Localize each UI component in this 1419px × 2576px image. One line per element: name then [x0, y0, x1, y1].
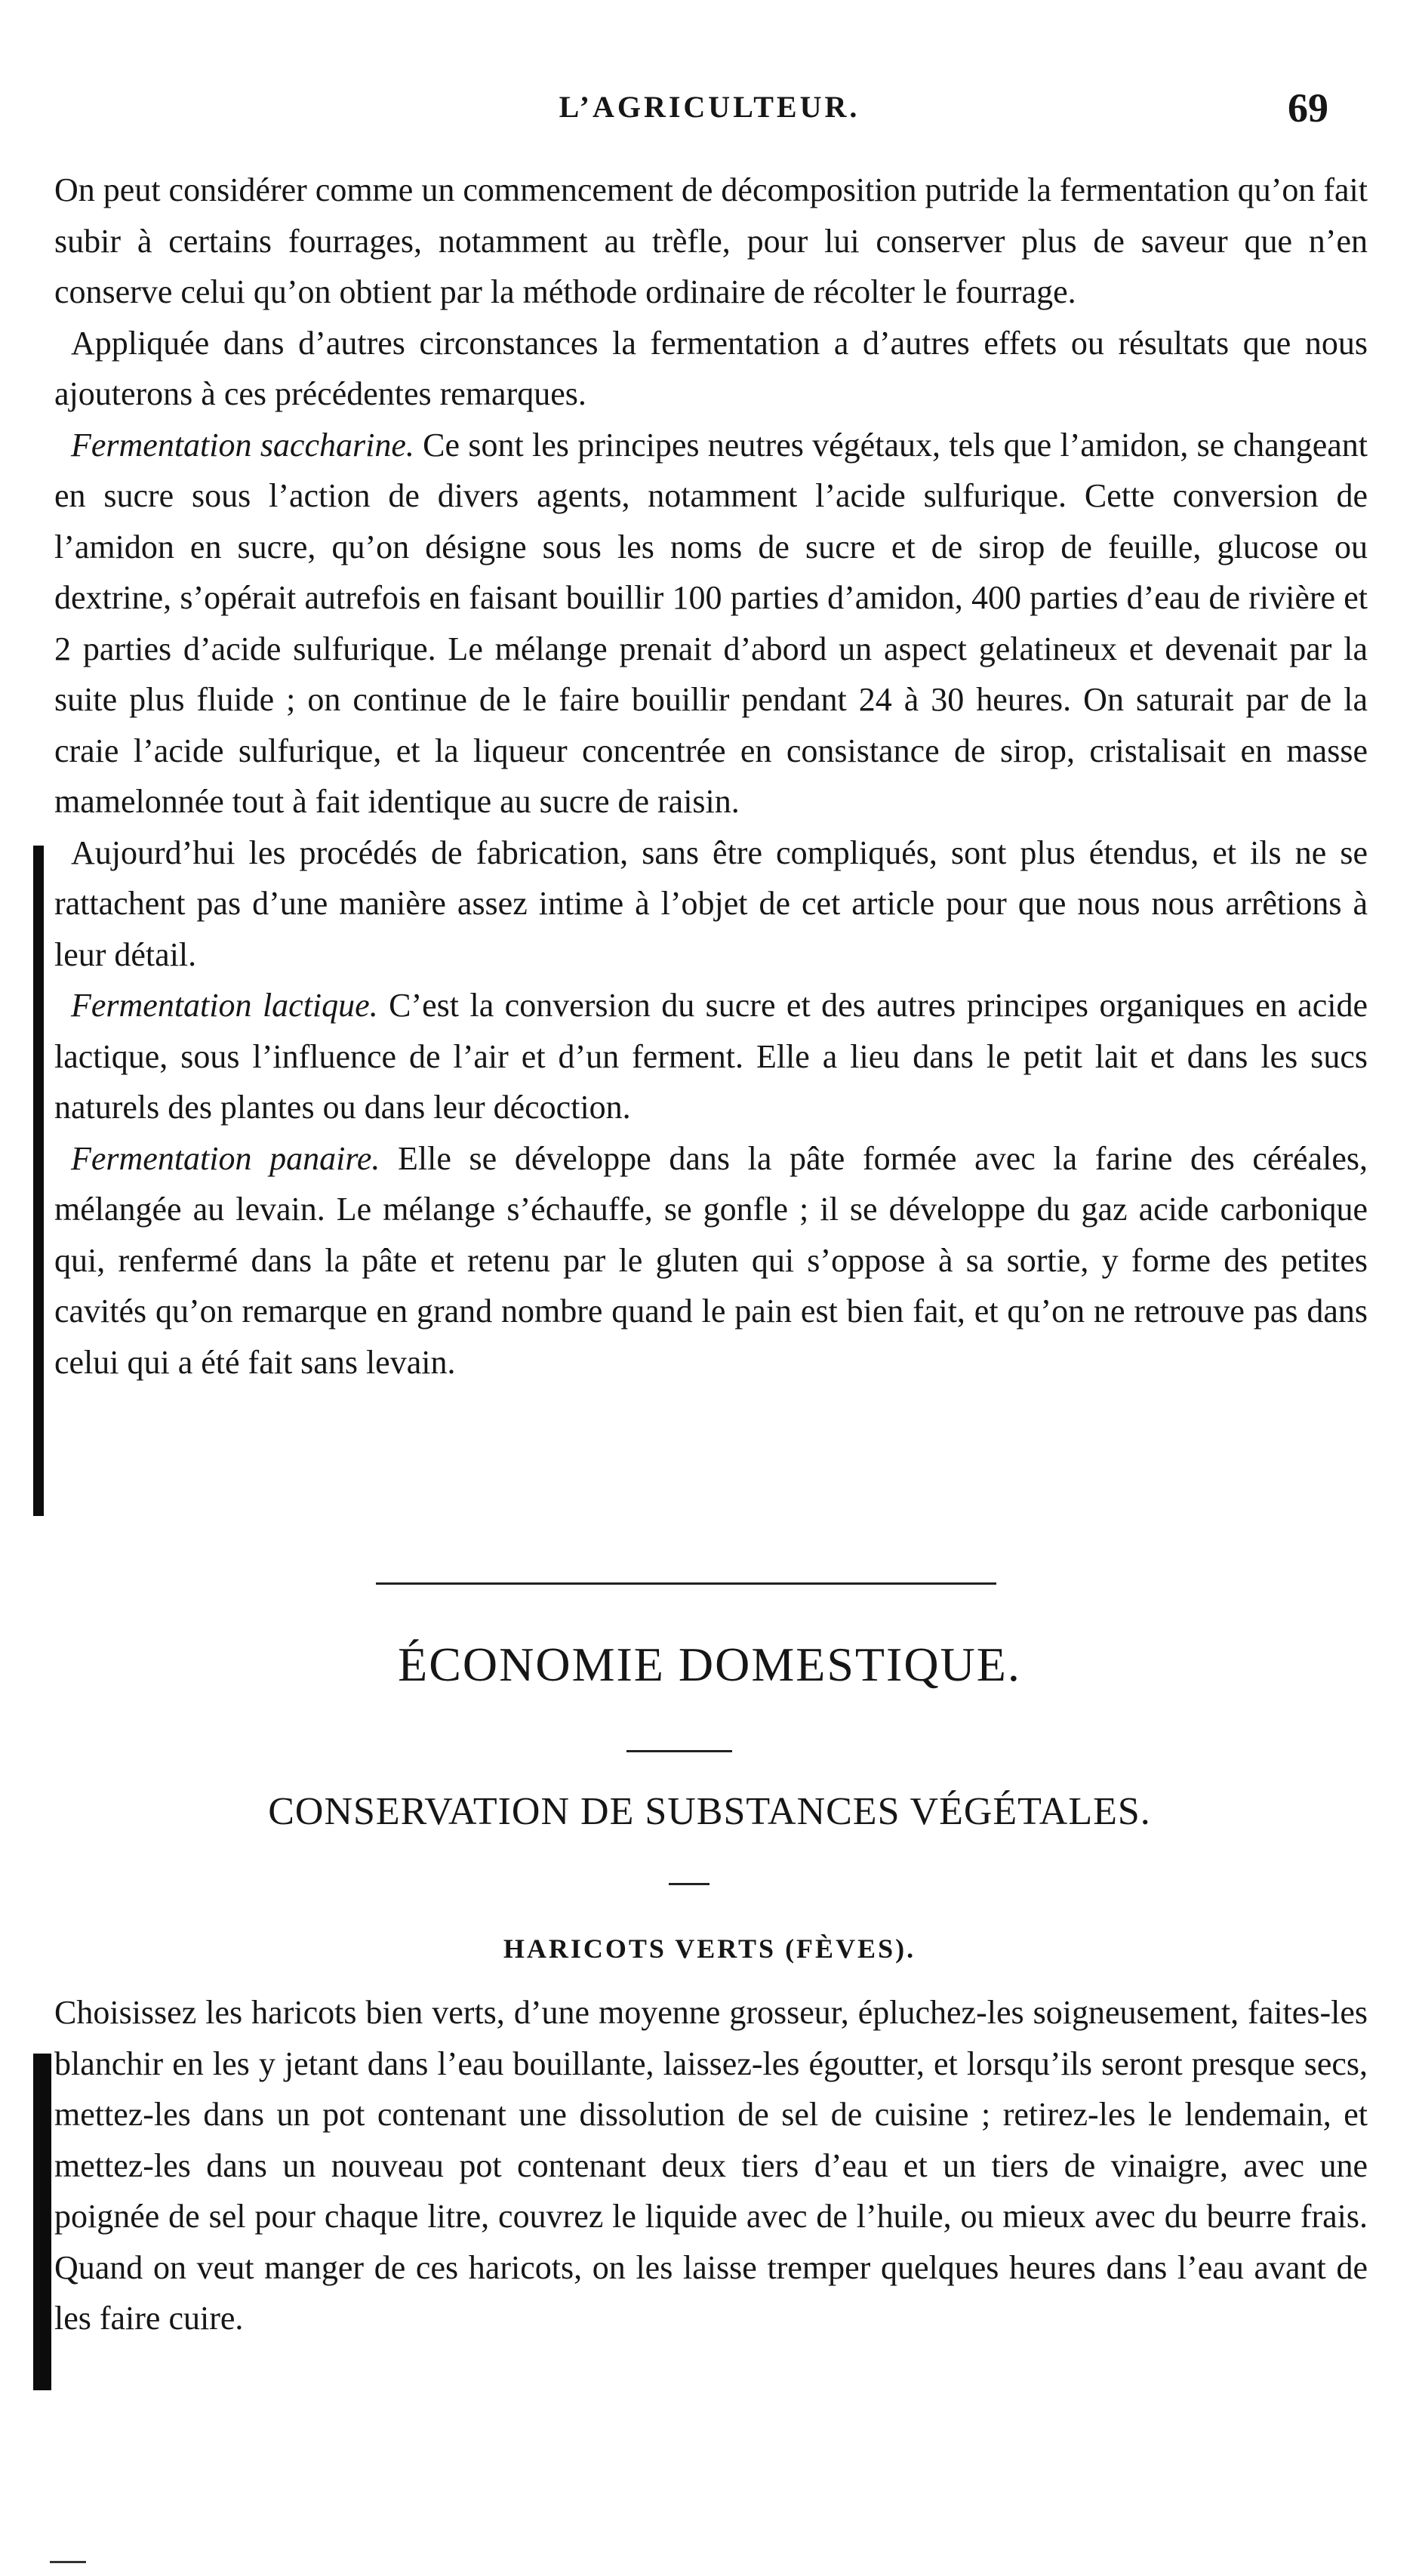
paragraph-text: Elle se développe dans la pâte formée avec la farine des céréales, mélangée au levain. Le mélange s’échauffe, se gonfle ; il se développe du gaz acide carbonique qui, renfermé dans la pâte et retenu par le gluten qui s’oppose à sa sortie, y forme des petites cavités qu’on remarque en grand nombre quand le pain est bien fait, et qu’on ne retrouve pas dans celui qui a été fait sans levain. [54, 1139, 1368, 1381]
paragraph [54, 318, 1368, 420]
title-divider [626, 1750, 732, 1752]
section-divider [376, 1582, 996, 1585]
section-subtitle: CONSERVATION DE SUBSTANCES VÉGÉTALES. [268, 1790, 1151, 1833]
paragraph-text: Ce sont les principes neutres végétaux, tels que l’amidon, se changeant en sucre sous l’action de divers agents, notamment l’acide sulfurique. Cette conversion de l’amidon en sucre, qu’on désigne sous les noms de sucre et de sirop de feuille, glucose ou dextrine, s’opérait autrefois en faisant bouillir 100 parties d’amidon, 400 parties d’eau de rivière et 2 parties d’acide sulfurique. Le mélange prenait d’abord un aspect gelatineux et devenait par la suite plus fluide ; on continue de le faire bouillir pendant 24 à 30 heures. On saturait par de la craie l’acide sulfurique, et la liqueur concentrée en consistance de sirop, cristalisait en masse mamelonnée tout à fait identique au sucre de raisin. [54, 426, 1368, 820]
page-header [30, 82, 1389, 142]
paragraph-text: C’est la conversion du sucre et des autres principes organiques en acide lactique, sous l’influence de l’air et d’un ferment. Elle a lieu dans le petit lait et dans les sucs naturels des plantes ou dans leur décoction. [54, 987, 1368, 1126]
paragraph-text: Choisissez les haricots bien verts, d’une moyenne grosseur, épluchez-les soigneusement, faites-les blanchir en les y jetant dans l’eau bouillante, laissez-les égoutter, et lorsqu’ils seront presque secs, mettez-les dans un pot contenant une dissolution de sel de cuisine ; retirez-les le lendemain, et mettez-les dans un nouveau pot contenant deux tiers d’eau et un tiers de vinaigre, avec une poignée de sel pour chaque litre, couvrez le liquide avec de l’huile, ou mieux avec du beurre frais. Quand on veut manger de ces haricots, on les laisse tremper quelques heures dans l’eau avant de les faire cuire. [54, 1994, 1368, 2337]
paragraph-text: Aujourd’hui les procédés de fabrication, sans être compliqués, sont plus étendus, et ils ne se rattachent pas d’une manière assez intime à l’objet de cet article pour que nous nous arrêtions à leur détail. [54, 834, 1368, 973]
scan-margin-shadow [33, 2054, 51, 2390]
paragraph-lead: Fermentation lactique. [71, 987, 378, 1024]
page-number: 69 [1288, 85, 1328, 131]
running-title: L’AGRICULTEUR. [559, 90, 860, 124]
haricots-section [54, 1987, 1368, 2344]
paragraph-text: Appliquée dans d’autres circonstances la fermentation a d’autres effets ou résultats que nous ajouterons à ces précédentes remarques. [54, 324, 1368, 412]
paragraph [54, 1987, 1368, 2344]
paragraph-text: On peut considérer comme un commencement de décomposition putride la fermentation qu’on fait subir à certains fourrages, notamment au trèfle, pour lui conserver plus de saveur que n’en conserve celui qu’on obtient par la méthode ordinaire de récolter le fourrage. [54, 171, 1368, 310]
paragraph [54, 827, 1368, 981]
paragraph [54, 420, 1368, 827]
article-title: HARICOTS VERTS (FÈVES). [503, 1934, 916, 1964]
paragraph [54, 980, 1368, 1133]
paragraph-lead: Fermentation panaire. [71, 1139, 380, 1177]
paragraph [54, 1133, 1368, 1388]
paragraph [54, 165, 1368, 318]
section-title: ÉCONOMIE DOMESTIQUE. [398, 1638, 1021, 1691]
scan-margin-shadow [33, 846, 44, 1516]
fermentation-section [54, 165, 1368, 1388]
subtitle-divider [669, 1883, 710, 1885]
footer-mark [50, 2561, 86, 2563]
paragraph-lead: Fermentation saccharine. [71, 426, 414, 464]
